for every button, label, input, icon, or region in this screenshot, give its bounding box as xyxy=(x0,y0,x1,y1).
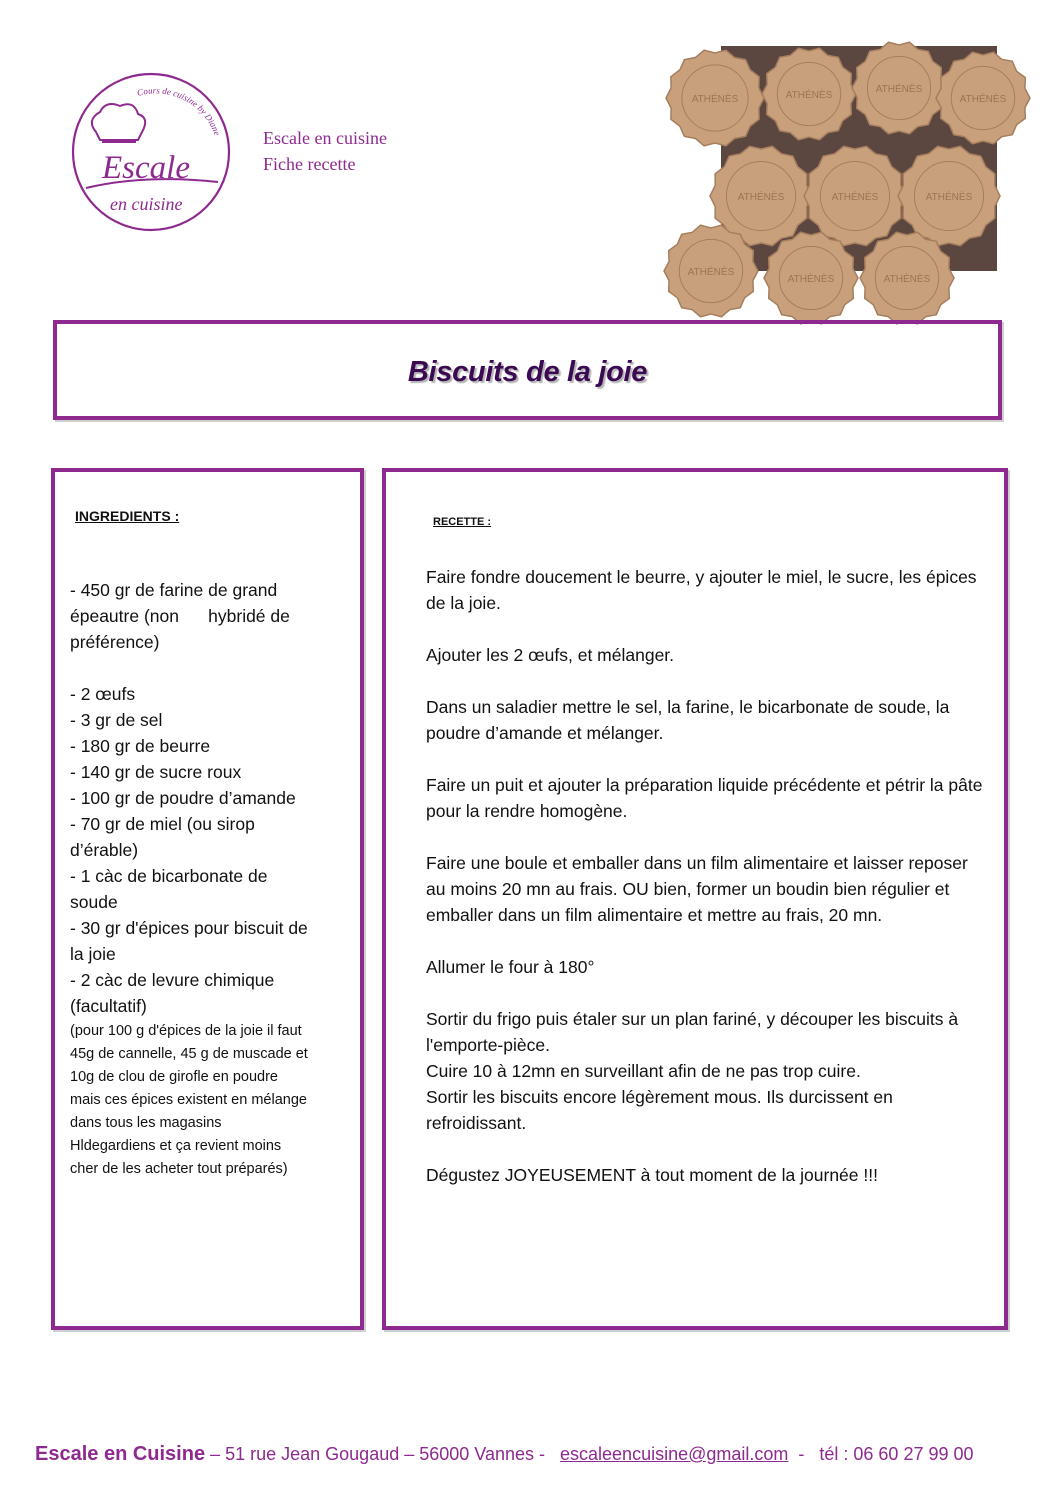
recipe-step: Ajouter les 2 œufs, et mélanger. xyxy=(426,645,675,665)
note-line: (pour 100 g d'épices de la joie il faut xyxy=(70,1023,302,1039)
ingredients-note xyxy=(70,1020,360,1181)
footer-address: – 51 rue Jean Gougaud – 56000 Vannes - xyxy=(205,1444,561,1464)
escale-logo xyxy=(66,70,236,235)
recipe-steps xyxy=(426,564,986,1214)
ingredients-list xyxy=(70,577,360,1019)
recipe-panel xyxy=(382,468,1008,1330)
ingredient-line: préférence) xyxy=(70,632,160,652)
recipe-step: Faire une boule et emballer dans un film alimentaire et laisser reposer au moins 20 mn au frais. OU bien, former un boudin bien régulier et emballer dans un film alimentaire et mettre au frais, 20 mn. xyxy=(426,853,968,925)
recipe-step: Sortir les biscuits encore légèrement mous. Ils durcissent en refroidissant. xyxy=(426,1087,893,1133)
ingredient-line: - 3 gr de sel xyxy=(70,710,163,730)
footer xyxy=(35,1443,974,1466)
biscuits-photo xyxy=(687,46,1007,285)
footer-email-link[interactable]: escaleencuisine@gmail.com xyxy=(560,1444,789,1464)
recipe-step: Cuire 10 à 12mn en surveillant afin de ne pas trop cuire. xyxy=(426,1061,861,1081)
ingredient-line: soude xyxy=(70,892,118,912)
cookie-stamp-text: ATHÉNÈS xyxy=(687,267,735,278)
ingredient-line: d’érable) xyxy=(70,840,139,860)
ingredient-line: (facultatif) xyxy=(70,996,147,1016)
ingredient-line: - 2 œufs xyxy=(70,684,136,704)
ingredient-line: - 450 gr de farine de grand xyxy=(70,580,278,600)
svg-text:Cours de cuisine by Diane xyxy=(136,85,222,136)
logo-sub-text: en cuisine xyxy=(110,194,183,214)
ingredient-line: la joie xyxy=(70,944,116,964)
ingredient-line: - 140 gr de sucre roux xyxy=(70,762,242,782)
cookie-stamp-text: ATHÉNÈS xyxy=(831,192,879,203)
note-line: 45g de cannelle, 45 g de muscade et xyxy=(70,1046,308,1062)
cookie-stamp-text: ATHÉNÈS xyxy=(785,90,833,101)
footer-company: Escale en Cuisine xyxy=(35,1443,206,1465)
cookie-stamp-text: ATHÉNÈS xyxy=(737,192,785,203)
cookie-stamp-text: ATHÉNÈS xyxy=(787,274,835,285)
spacer xyxy=(70,655,360,681)
ingredient-line: - 180 gr de beurre xyxy=(70,736,211,756)
recipe-title: Biscuits de la joie xyxy=(407,356,648,388)
note-line: dans tous les magasins xyxy=(70,1115,222,1131)
cookie-stamp-text: ATHÉNÈS xyxy=(875,84,923,95)
logo-top-text: Cours de cuisine by Diane xyxy=(135,85,223,137)
note-line: mais ces épices existent en mélange xyxy=(70,1092,307,1108)
ingredient-line: - 2 càc de levure chimique xyxy=(70,970,275,990)
ingredient-line: épeautre (non hybridé de xyxy=(70,606,290,626)
ingredients-panel xyxy=(51,468,364,1330)
brand-block xyxy=(263,125,387,177)
cookie-stamp-text: ATHÉNÈS xyxy=(691,94,739,105)
ingredients-heading: INGREDIENTS : xyxy=(75,508,180,524)
recipe-step: Dans un saladier mettre le sel, la farine, le bicarbonate de soude, la poudre d’amande et mélanger. xyxy=(426,697,950,743)
ingredient-line: - 30 gr d'épices pour biscuit de xyxy=(70,918,308,938)
title-box xyxy=(53,320,1002,420)
ingredient-line: - 1 càc de bicarbonate de xyxy=(70,866,268,886)
recipe-step: Dégustez JOYEUSEMENT à tout moment de la journée !!! xyxy=(426,1165,878,1185)
recipe-step: Faire un puit et ajouter la préparation liquide précédente et pétrir la pâte pour la rendre homogène. xyxy=(426,775,983,821)
note-line: cher de les acheter tout préparés) xyxy=(70,1161,288,1177)
cookie-stamp-text: ATHÉNÈS xyxy=(959,94,1007,105)
recipe-heading: RECETTE : xyxy=(433,516,492,528)
recipe-step: Sortir du frigo puis étaler sur un plan fariné, y découper les biscuits à l'emporte-pièce. xyxy=(426,1009,959,1055)
cookie-stamp-text: ATHÉNÈS xyxy=(883,274,931,285)
recipe-step: Faire fondre doucement le beurre, y ajouter le miel, le sucre, les épices de la joie. xyxy=(426,567,977,613)
ingredient-line: - 100 gr de poudre d’amande xyxy=(70,788,296,808)
document-type: Fiche recette xyxy=(263,154,356,174)
logo-main-text: Escale xyxy=(102,150,190,186)
note-line: 10g de clou de girofle en poudre xyxy=(70,1069,278,1085)
ingredient-line: - 70 gr de miel (ou sirop xyxy=(70,814,255,834)
brand-name: Escale en cuisine xyxy=(263,128,387,148)
note-line: Hldegardiens et ça revient moins xyxy=(70,1138,282,1154)
footer-phone: - tél : 06 60 27 99 00 xyxy=(788,1444,974,1464)
recipe-step: Allumer le four à 180° xyxy=(426,957,595,977)
cookie-stamp-text: ATHÉNÈS xyxy=(925,192,973,203)
